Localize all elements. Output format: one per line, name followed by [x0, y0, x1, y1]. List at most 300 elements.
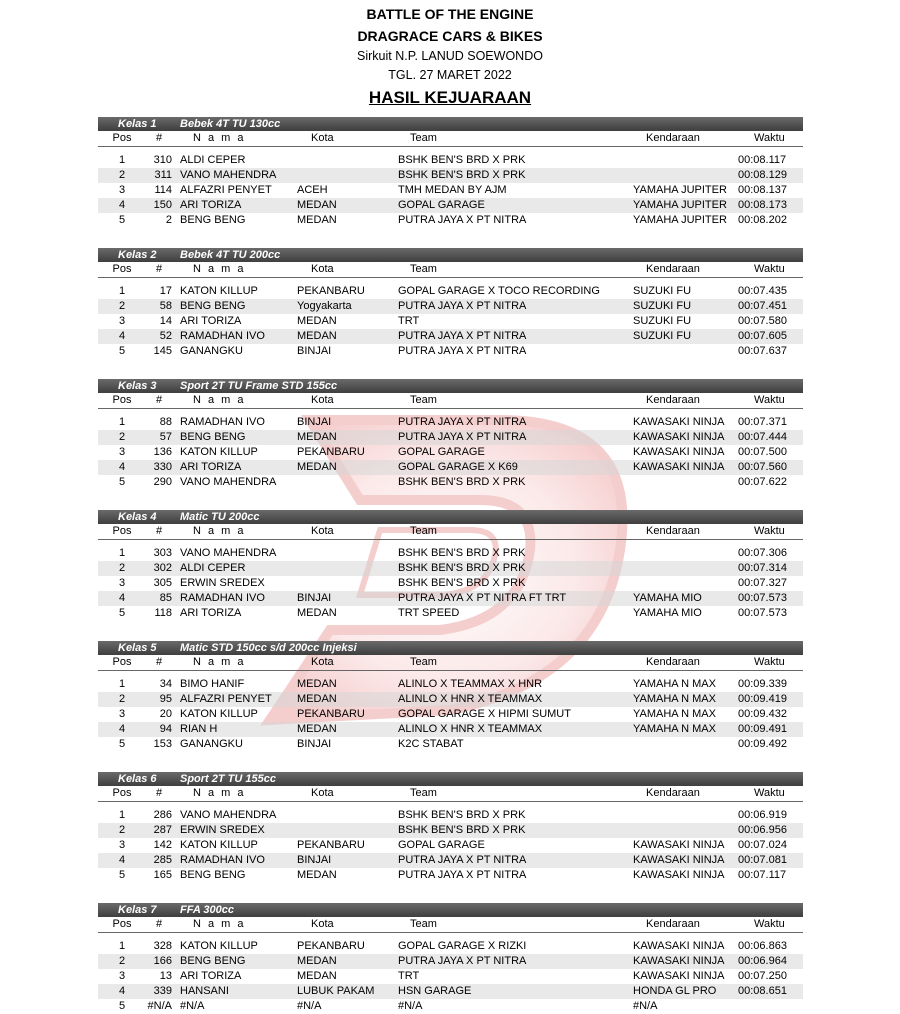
cell-team: #N/A	[398, 1000, 423, 1012]
cell-pos: 1	[118, 416, 126, 428]
cell-team: TRT	[398, 315, 420, 327]
cell-team: BSHK BEN'S BRD X PRK	[398, 547, 526, 559]
cell-pos: 4	[118, 461, 126, 473]
cell-team: TMH MEDAN BY AJM	[398, 184, 507, 196]
cell-kota: PEKANBARU	[297, 940, 365, 952]
class-title-bar	[98, 379, 803, 393]
cell-kota: MEDAN	[297, 678, 337, 690]
cell-name: BIMO HANIF	[180, 678, 245, 690]
cell-no: 339	[153, 985, 172, 997]
cell-time: 00:09.339	[738, 678, 787, 690]
cell-name: ARI TORIZA	[180, 315, 242, 327]
cell-vehicle: SUZUKI FU	[633, 285, 692, 297]
results-section	[98, 248, 803, 379]
table-row	[98, 314, 803, 329]
table-row	[98, 954, 803, 969]
cell-vehicle: #N/A	[633, 1000, 658, 1012]
cell-name: ALDI CEPER	[180, 562, 246, 574]
column-header-team: Team	[410, 787, 437, 799]
cell-team: PUTRA JAYA X PT NITRA	[398, 416, 527, 428]
cell-name: VANO MAHENDRA	[180, 169, 277, 181]
column-header-vehicle: Kendaraan	[646, 394, 700, 406]
cell-pos: 1	[118, 678, 126, 690]
column-header-pos: Pos	[112, 918, 132, 930]
column-header-row	[98, 131, 803, 147]
cell-time: 00:07.573	[738, 607, 787, 619]
cell-kota: MEDAN	[297, 199, 337, 211]
table-row	[98, 445, 803, 460]
cell-name: ARI TORIZA	[180, 607, 242, 619]
cell-no: #N/A	[147, 1000, 172, 1012]
column-header-name: N a m a	[193, 918, 246, 930]
cell-time: 00:07.560	[738, 461, 787, 473]
table-row	[98, 183, 803, 198]
class-number: Kelas 7	[118, 904, 157, 916]
cell-kota: BINJAI	[297, 592, 332, 604]
results-heading: HASIL KEJUARAAN	[368, 88, 532, 107]
column-header-time: Waktu	[754, 132, 785, 144]
cell-vehicle: KAWASAKI NINJA	[633, 940, 725, 952]
cell-time: 00:07.306	[738, 547, 787, 559]
cell-name: KATON KILLUP	[180, 446, 258, 458]
cell-time: 00:07.327	[738, 577, 787, 589]
cell-team: BSHK BEN'S BRD X PRK	[398, 476, 526, 488]
table-row	[98, 460, 803, 475]
cell-kota: ACEH	[297, 184, 328, 196]
cell-kota: MEDAN	[297, 955, 337, 967]
cell-time: 00:07.500	[738, 446, 787, 458]
cell-no: 153	[153, 738, 172, 750]
cell-pos: 2	[118, 300, 126, 312]
cell-team: TRT	[398, 970, 420, 982]
cell-name: KATON KILLUP	[180, 708, 258, 720]
cell-kota: MEDAN	[297, 723, 337, 735]
table-row	[98, 546, 803, 561]
cell-vehicle: KAWASAKI NINJA	[633, 869, 725, 881]
result-rows	[98, 808, 803, 883]
column-header-vehicle: Kendaraan	[646, 918, 700, 930]
cell-time: 00:06.956	[738, 824, 787, 836]
cell-vehicle: YAMAHA MIO	[633, 607, 702, 619]
cell-no: 85	[159, 592, 172, 604]
cell-no: 287	[153, 824, 172, 836]
cell-time: 00:08.651	[738, 985, 787, 997]
cell-team: ALINLO X HNR X TEAMMAX	[398, 693, 543, 705]
cell-team: GOPAL GARAGE X TOCO RECORDING	[398, 285, 600, 297]
cell-no: 34	[159, 678, 172, 690]
cell-team: BSHK BEN'S BRD X PRK	[398, 169, 526, 181]
column-header-row	[98, 917, 803, 933]
cell-vehicle: KAWASAKI NINJA	[633, 461, 725, 473]
cell-name: VANO MAHENDRA	[180, 547, 277, 559]
table-row	[98, 153, 803, 168]
cell-vehicle: KAWASAKI NINJA	[633, 955, 725, 967]
table-row	[98, 707, 803, 722]
cell-pos: 2	[118, 562, 126, 574]
cell-pos: 2	[118, 169, 126, 181]
table-row	[98, 606, 803, 621]
cell-time: 00:06.964	[738, 955, 787, 967]
cell-kota: PEKANBARU	[297, 285, 365, 297]
cell-kota: LUBUK PAKAM	[297, 985, 375, 997]
cell-kota: MEDAN	[297, 693, 337, 705]
results-section	[98, 510, 803, 641]
cell-vehicle: KAWASAKI NINJA	[633, 970, 725, 982]
cell-team: ALINLO X TEAMMAX X HNR	[398, 678, 543, 690]
class-number: Kelas 4	[118, 511, 157, 523]
cell-time: 00:06.863	[738, 940, 787, 952]
column-header-kota: Kota	[311, 394, 334, 406]
column-header-pos: Pos	[112, 525, 132, 537]
cell-team: GOPAL GARAGE	[398, 839, 485, 851]
cell-time: 00:06.919	[738, 809, 787, 821]
cell-time: 00:09.419	[738, 693, 787, 705]
cell-vehicle: SUZUKI FU	[633, 315, 692, 327]
cell-name: ERWIN SREDEX	[180, 824, 265, 836]
cell-time: 00:07.371	[738, 416, 787, 428]
table-row	[98, 591, 803, 606]
table-row	[98, 692, 803, 707]
cell-pos: 5	[118, 345, 126, 357]
column-header-row	[98, 786, 803, 802]
cell-time: 00:07.444	[738, 431, 787, 443]
table-row	[98, 329, 803, 344]
cell-time: 00:07.580	[738, 315, 787, 327]
table-row	[98, 808, 803, 823]
column-header-name: N a m a	[193, 394, 246, 406]
cell-team: GOPAL GARAGE X K69	[398, 461, 518, 473]
cell-no: 14	[159, 315, 172, 327]
cell-vehicle: YAMAHA N MAX	[633, 708, 716, 720]
cell-no: 58	[159, 300, 172, 312]
cell-kota: MEDAN	[297, 869, 337, 881]
cell-pos: 3	[118, 315, 126, 327]
cell-no: 52	[159, 330, 172, 342]
column-header-no: #	[156, 525, 163, 537]
cell-vehicle: SUZUKI FU	[633, 300, 692, 312]
table-row	[98, 722, 803, 737]
cell-no: 166	[153, 955, 172, 967]
class-name: Matic TU 200cc	[180, 511, 260, 523]
cell-no: 2	[165, 214, 172, 226]
cell-name: BENG BENG	[180, 869, 246, 881]
column-header-pos: Pos	[112, 787, 132, 799]
column-header-no: #	[156, 656, 163, 668]
cell-name: RAMADHAN IVO	[180, 330, 265, 342]
cell-time: 00:07.250	[738, 970, 787, 982]
cell-kota: BINJAI	[297, 854, 332, 866]
cell-vehicle: KAWASAKI NINJA	[633, 431, 725, 443]
table-row	[98, 430, 803, 445]
cell-time: 00:07.435	[738, 285, 787, 297]
column-header-row	[98, 655, 803, 671]
cell-pos: 3	[118, 446, 126, 458]
cell-no: 310	[153, 154, 172, 166]
column-header-vehicle: Kendaraan	[646, 787, 700, 799]
table-row	[98, 737, 803, 752]
class-name: Bebek 4T TU 200cc	[180, 249, 281, 261]
table-row	[98, 475, 803, 490]
cell-team: HSN GARAGE	[398, 985, 472, 997]
cell-no: 150	[153, 199, 172, 211]
cell-pos: 3	[118, 184, 126, 196]
class-name: FFA 300cc	[180, 904, 235, 916]
result-rows	[98, 415, 803, 490]
class-number: Kelas 5	[118, 642, 157, 654]
result-rows	[98, 153, 803, 228]
cell-time: 00:08.173	[738, 199, 787, 211]
cell-vehicle: SUZUKI FU	[633, 330, 692, 342]
cell-time: 00:09.491	[738, 723, 787, 735]
column-header-pos: Pos	[112, 394, 132, 406]
column-header-no: #	[156, 918, 163, 930]
column-header-vehicle: Kendaraan	[646, 525, 700, 537]
cell-name: #N/A	[180, 1000, 205, 1012]
cell-pos: 3	[118, 970, 126, 982]
cell-pos: 1	[118, 809, 126, 821]
cell-name: ARI TORIZA	[180, 970, 242, 982]
cell-vehicle: YAMAHA N MAX	[633, 693, 716, 705]
cell-team: K2C STABAT	[398, 738, 464, 750]
cell-team: PUTRA JAYA X PT NITRA	[398, 431, 527, 443]
cell-pos: 4	[118, 592, 126, 604]
column-header-name: N a m a	[193, 263, 246, 275]
cell-no: 328	[153, 940, 172, 952]
table-row	[98, 984, 803, 999]
cell-kota: PEKANBARU	[297, 839, 365, 851]
column-header-time: Waktu	[754, 394, 785, 406]
cell-vehicle: YAMAHA JUPITER	[633, 214, 727, 226]
cell-pos: 3	[118, 708, 126, 720]
cell-vehicle: KAWASAKI NINJA	[633, 446, 725, 458]
cell-name: ARI TORIZA	[180, 461, 242, 473]
column-header-pos: Pos	[112, 263, 132, 275]
cell-team: BSHK BEN'S BRD X PRK	[398, 824, 526, 836]
cell-pos: 4	[118, 723, 126, 735]
cell-pos: 5	[118, 738, 126, 750]
cell-vehicle: YAMAHA MIO	[633, 592, 702, 604]
cell-no: 290	[153, 476, 172, 488]
cell-team: PUTRA JAYA X PT NITRA	[398, 214, 527, 226]
results-section	[98, 641, 803, 772]
cell-team: BSHK BEN'S BRD X PRK	[398, 809, 526, 821]
column-header-kota: Kota	[311, 525, 334, 537]
table-row	[98, 561, 803, 576]
cell-pos: 5	[118, 869, 126, 881]
cell-name: GANANGKU	[180, 738, 243, 750]
class-number: Kelas 2	[118, 249, 157, 261]
cell-name: ALFAZRI PENYET	[180, 184, 272, 196]
cell-name: KATON KILLUP	[180, 940, 258, 952]
cell-team: BSHK BEN'S BRD X PRK	[398, 577, 526, 589]
column-header-team: Team	[410, 656, 437, 668]
cell-pos: 1	[118, 154, 126, 166]
cell-time: 00:08.129	[738, 169, 787, 181]
result-rows	[98, 546, 803, 621]
cell-pos: 1	[118, 547, 126, 559]
cell-vehicle: YAMAHA JUPITER	[633, 199, 727, 211]
event-subtitle: DRAGRACE CARS & BIKES	[357, 28, 543, 44]
cell-name: VANO MAHENDRA	[180, 809, 277, 821]
cell-team: GOPAL GARAGE X HIPMI SUMUT	[398, 708, 571, 720]
cell-name: ALFAZRI PENYET	[180, 693, 272, 705]
column-header-no: #	[156, 263, 163, 275]
table-row	[98, 344, 803, 359]
column-header-no: #	[156, 132, 163, 144]
cell-no: 311	[154, 169, 172, 181]
cell-name: GANANGKU	[180, 345, 243, 357]
cell-no: 114	[154, 184, 172, 196]
column-header-kota: Kota	[311, 132, 334, 144]
cell-team: PUTRA JAYA X PT NITRA FT TRT	[398, 592, 567, 604]
cell-time: 00:07.573	[738, 592, 787, 604]
class-name: Sport 2T TU 155cc	[180, 773, 276, 785]
table-row	[98, 838, 803, 853]
table-row	[98, 939, 803, 954]
cell-name: ALDI CEPER	[180, 154, 246, 166]
column-header-pos: Pos	[112, 656, 132, 668]
cell-pos: 4	[118, 330, 126, 342]
cell-no: 20	[159, 708, 172, 720]
cell-team: PUTRA JAYA X PT NITRA	[398, 869, 527, 881]
table-row	[98, 284, 803, 299]
column-header-time: Waktu	[754, 918, 785, 930]
cell-pos: 3	[118, 577, 126, 589]
cell-name: KATON KILLUP	[180, 285, 258, 297]
table-row	[98, 415, 803, 430]
cell-kota: BINJAI	[297, 345, 332, 357]
cell-pos: 3	[118, 839, 126, 851]
cell-time: 00:08.137	[738, 184, 787, 196]
cell-no: 165	[153, 869, 172, 881]
cell-pos: 5	[118, 214, 126, 226]
results-sections	[98, 117, 803, 1014]
cell-no: 303	[153, 547, 172, 559]
cell-vehicle: KAWASAKI NINJA	[633, 416, 725, 428]
cell-kota: Yogyakarta	[297, 300, 352, 312]
table-row	[98, 299, 803, 314]
column-header-row	[98, 393, 803, 409]
column-header-kota: Kota	[311, 787, 334, 799]
cell-pos: 2	[118, 824, 126, 836]
column-header-kota: Kota	[311, 656, 334, 668]
column-header-name: N a m a	[193, 132, 246, 144]
column-header-team: Team	[410, 132, 437, 144]
cell-vehicle: HONDA GL PRO	[633, 985, 717, 997]
cell-time: 00:09.432	[738, 708, 787, 720]
table-row	[98, 213, 803, 228]
cell-pos: 2	[118, 693, 126, 705]
class-title-bar	[98, 903, 803, 917]
table-row	[98, 999, 803, 1014]
cell-pos: 2	[118, 431, 126, 443]
cell-no: 13	[159, 970, 172, 982]
column-header-kota: Kota	[311, 263, 334, 275]
cell-vehicle: KAWASAKI NINJA	[633, 839, 725, 851]
cell-kota: MEDAN	[297, 330, 337, 342]
column-header-time: Waktu	[754, 787, 785, 799]
cell-team: BSHK BEN'S BRD X PRK	[398, 154, 526, 166]
cell-time: 00:07.024	[738, 839, 787, 851]
cell-team: TRT SPEED	[398, 607, 460, 619]
column-header-team: Team	[410, 525, 437, 537]
cell-pos: 5	[118, 476, 126, 488]
cell-team: PUTRA JAYA X PT NITRA	[398, 300, 527, 312]
cell-name: VANO MAHENDRA	[180, 476, 277, 488]
class-number: Kelas 1	[118, 118, 157, 130]
result-rows	[98, 939, 803, 1014]
table-row	[98, 198, 803, 213]
cell-name: ERWIN SREDEX	[180, 577, 265, 589]
class-name: Sport 2T TU Frame STD 155cc	[180, 380, 338, 392]
cell-kota: PEKANBARU	[297, 708, 365, 720]
cell-name: RAMADHAN IVO	[180, 592, 265, 604]
cell-kota: PEKANBARU	[297, 446, 365, 458]
venue: Sirkuit N.P. LANUD SOEWONDO	[357, 49, 543, 63]
class-name: Bebek 4T TU 130cc	[180, 118, 281, 130]
event-title: BATTLE OF THE ENGINE	[366, 6, 534, 22]
cell-no: 285	[153, 854, 172, 866]
cell-time: 00:08.117	[738, 154, 787, 166]
cell-time: 00:07.081	[738, 854, 787, 866]
cell-pos: 5	[118, 607, 126, 619]
column-header-name: N a m a	[193, 656, 246, 668]
column-header-row	[98, 524, 803, 540]
results-section	[98, 117, 803, 248]
document-header	[0, 3, 900, 85]
table-row	[98, 868, 803, 883]
class-title-bar	[98, 117, 803, 131]
cell-name: RAMADHAN IVO	[180, 854, 265, 866]
results-section	[98, 903, 803, 1014]
cell-vehicle: YAMAHA N MAX	[633, 678, 716, 690]
column-header-pos: Pos	[112, 132, 132, 144]
class-number: Kelas 3	[118, 380, 157, 392]
cell-no: 145	[153, 345, 172, 357]
cell-kota: MEDAN	[297, 970, 337, 982]
column-header-time: Waktu	[754, 525, 785, 537]
column-header-time: Waktu	[754, 263, 785, 275]
cell-team: PUTRA JAYA X PT NITRA	[398, 854, 527, 866]
cell-team: GOPAL GARAGE X RIZKI	[398, 940, 527, 952]
cell-time: 00:07.451	[738, 300, 787, 312]
cell-time: 00:09.492	[738, 738, 787, 750]
class-name: Matic STD 150cc s/d 200cc Injeksi	[180, 642, 357, 654]
cell-no: 136	[153, 446, 172, 458]
cell-name: HANSANI	[180, 985, 229, 997]
cell-no: 118	[154, 607, 172, 619]
column-header-team: Team	[410, 263, 437, 275]
table-row	[98, 823, 803, 838]
cell-pos: 2	[118, 955, 126, 967]
cell-name: ARI TORIZA	[180, 199, 242, 211]
column-header-vehicle: Kendaraan	[646, 656, 700, 668]
cell-pos: 1	[118, 285, 126, 297]
cell-no: 142	[153, 839, 172, 851]
cell-kota: BINJAI	[297, 738, 332, 750]
cell-time: 00:08.202	[738, 214, 787, 226]
cell-name: RAMADHAN IVO	[180, 416, 265, 428]
cell-kota: MEDAN	[297, 461, 337, 473]
results-section	[98, 379, 803, 510]
results-section	[98, 772, 803, 903]
cell-name: RIAN H	[180, 723, 218, 735]
table-row	[98, 576, 803, 591]
cell-name: BENG BENG	[180, 214, 246, 226]
cell-vehicle: KAWASAKI NINJA	[633, 854, 725, 866]
cell-no: 88	[159, 416, 172, 428]
cell-team: PUTRA JAYA X PT NITRA	[398, 955, 527, 967]
